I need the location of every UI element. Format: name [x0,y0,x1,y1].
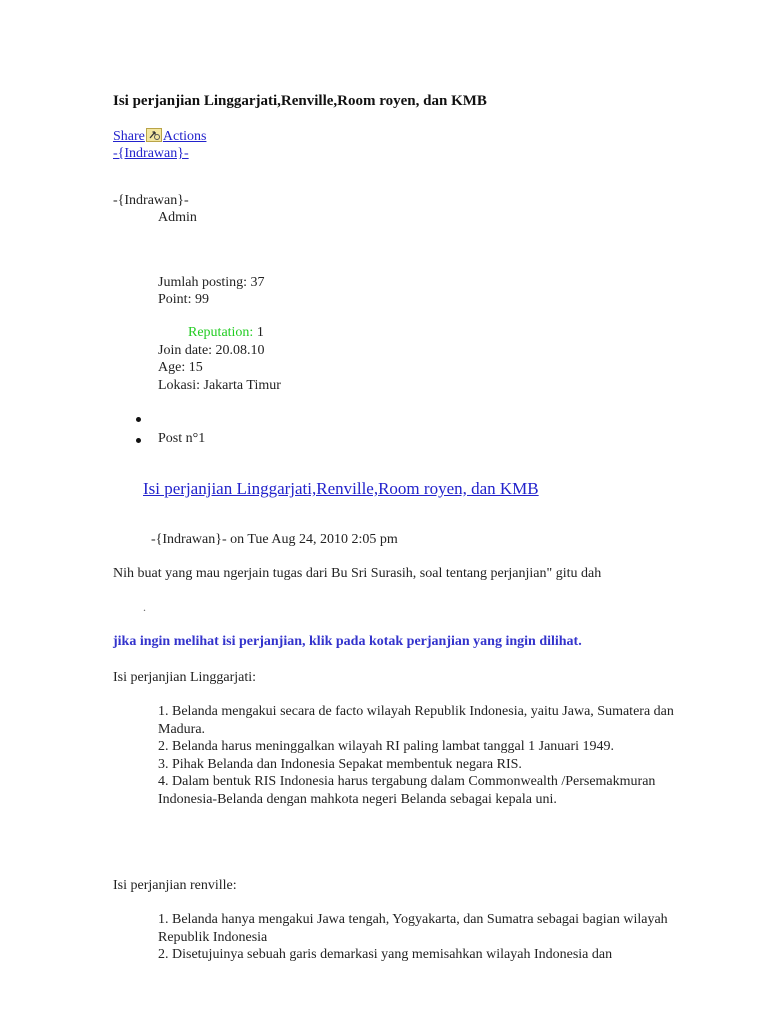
renville-heading: Isi perjanjian renville: [113,878,237,893]
list-item: 2. Belanda harus meninggalkan wilayah RI paling lambat tanggal 1 Januari 1949. [158,739,615,754]
list-item-post-number: Post n°1 [133,431,205,452]
share-actions-bar [113,128,206,145]
profile-role: Admin [158,210,197,225]
actions-link[interactable]: Actions [162,129,207,144]
profile-location: Lokasi: Jakarta Timur [158,378,281,393]
post-bullet-list [133,410,205,452]
list-item: 1. Belanda mengakui secara de facto wilayah Republik Indonesia, yaitu Jawa, Sumatera dan Madura. [158,704,674,737]
share-actions-icon[interactable] [146,128,162,142]
list-item: 2. Disetujuinya sebuah garis demarkasi yang memisahkan wilayah Indonesia dan [158,947,613,962]
profile-posts: Jumlah posting: 37 [158,275,265,290]
profile-join-date: Join date: 20.08.10 [158,343,265,358]
list-item: 1. Belanda hanya mengakui Jawa tengah, Yogyakarta, dan Sumatra sebagai bagian wilayah Republik Indonesia [158,912,668,945]
reputation-label: Reputation: [188,325,254,340]
renville-list [158,911,678,964]
profile-points: Point: 99 [158,292,209,307]
profile-name: -{Indrawan}- [113,193,189,208]
list-item: 4. Dalam bentuk RIS Indonesia harus tergabung dalam Commonwealth /Persemakmuran Indonesia-Belanda dengan mahkota negeri Belanda sebagai kepala uni. [158,774,656,807]
reputation-value: 1 [253,325,264,340]
post-title-link[interactable] [143,479,539,499]
linggarjati-heading: Isi perjanjian Linggarjati: [113,670,257,685]
author-profile-link[interactable] [113,146,189,162]
post-meta: -{Indrawan}- on Tue Aug 24, 2010 2:05 pm [151,532,398,547]
list-item-empty [133,410,205,431]
share-link[interactable]: Share [113,129,145,144]
post-intro: Nih buat yang mau ngerjain tugas dari Bu Sri Surasih, soal tentang perjanjian" gitu dah [113,566,602,581]
list-item: 3. Pihak Belanda dan Indonesia Sepakat membentuk negara RIS. [158,756,522,772]
profile-age: Age: 15 [158,360,203,375]
post-title-text[interactable]: Isi perjanjian Linggarjati,Renville,Room royen, dan KMB [143,479,539,498]
profile-reputation [188,325,264,341]
linggarjati-list [158,703,678,808]
document-title: Isi perjanjian Linggarjati,Renville,Room royen, dan KMB [113,93,487,109]
author-link-text[interactable]: -{Indrawan}- [113,146,189,161]
post-notice: jika ingin melihat isi perjanjian, klik pada kotak perjanjian yang ingin dilihat. [113,634,582,649]
separator-dot: . [143,600,146,614]
